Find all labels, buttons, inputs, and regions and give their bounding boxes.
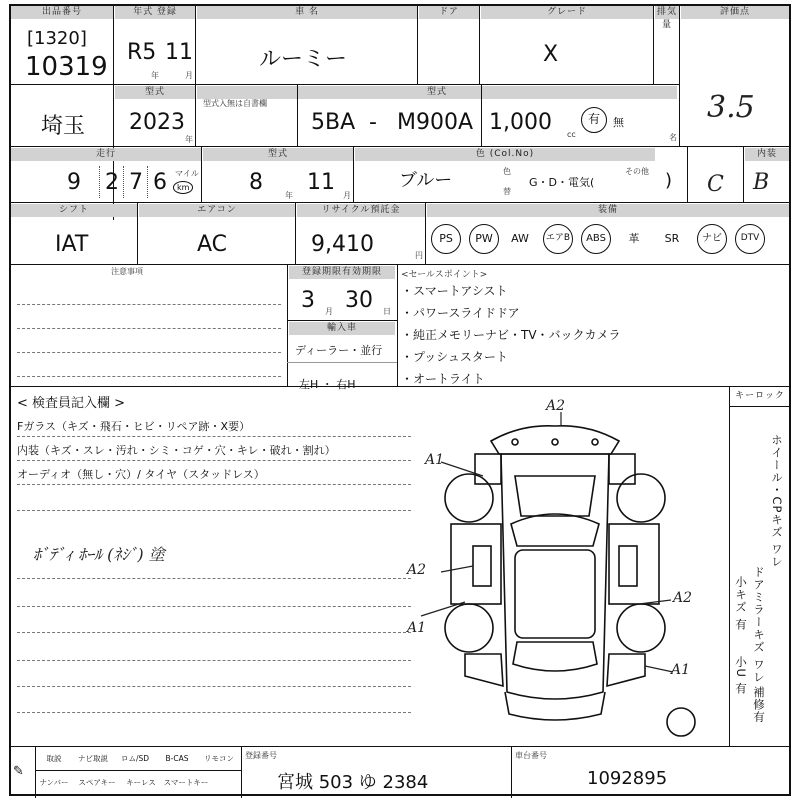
- inspection-month: 8: [249, 170, 263, 195]
- yen: 円: [415, 251, 423, 260]
- mileage-d1: 9: [67, 170, 81, 195]
- score-value: 3.5: [707, 90, 755, 125]
- wheel-rear-right: [617, 604, 665, 652]
- fuel-close: ): [665, 170, 673, 191]
- model-year-label: 型式: [115, 86, 195, 99]
- rear-bumper: [505, 692, 605, 720]
- inspector-title: < 検査員記入欄 >: [17, 396, 126, 411]
- year-month: 11: [165, 40, 193, 65]
- nashi: 無: [613, 116, 624, 129]
- option-spare-key: スペアキー: [78, 778, 116, 787]
- option-bcas: B-CAS: [165, 754, 189, 763]
- expiry-day: 30: [345, 288, 373, 313]
- mark-a1-left-rear: A1: [407, 620, 427, 636]
- front-left-fender: [475, 454, 501, 484]
- option-number: ナンバー: [39, 778, 69, 787]
- hood: [515, 476, 595, 516]
- year-nen: 年: [151, 71, 159, 80]
- mileage-d2: 2: [105, 170, 119, 195]
- option-navi-manual: ナビ取説: [78, 754, 108, 763]
- expiry-tsuki: 月: [325, 307, 333, 316]
- lot-code: [1320]: [27, 28, 87, 49]
- grade-label: グレード: [481, 6, 653, 19]
- inspector-line-1: Fガラス（キズ・飛石・ヒビ・リペア跡・X要）: [17, 420, 251, 433]
- option-remote: リモコン: [204, 754, 234, 763]
- wheel-front-left: [445, 474, 493, 522]
- chassis-number: 1092895: [587, 768, 668, 789]
- ac-label: エアコン: [139, 204, 295, 217]
- mei: 名: [669, 133, 677, 142]
- interior-label: 内装: [745, 148, 789, 161]
- model-note: 型式入無は自書欄: [203, 99, 267, 108]
- import-label: 輸入車: [289, 322, 395, 335]
- option-keyless: キーレス: [126, 778, 156, 787]
- equip-sr: SR: [664, 232, 680, 245]
- rear-window: [513, 642, 597, 671]
- model-label: 型式: [197, 86, 677, 99]
- side-note-5: 補修有: [752, 686, 766, 724]
- mileage-d4: 6: [153, 170, 167, 195]
- fuel-type: G・D・電気(: [529, 176, 595, 189]
- equip-navi: ナビ: [697, 224, 727, 254]
- ac-value: AC: [197, 232, 228, 257]
- spare-tire: [667, 708, 695, 736]
- km-unit: km: [173, 181, 193, 194]
- year-label: 年式 登録: [115, 6, 195, 19]
- side-note-3: 小キズ 有: [734, 576, 748, 631]
- selling-point-5: ・オートライト: [401, 372, 485, 386]
- model-prefix: 5BA: [311, 110, 356, 135]
- plate-label: 登録番号: [245, 751, 277, 760]
- roof: [515, 550, 595, 638]
- fuel-other-label: その他: [625, 167, 649, 176]
- year-western: 2023: [129, 110, 185, 135]
- mark-a2-right: A2: [673, 590, 693, 606]
- side-note-1: ホイール・CPキズ ワレ: [770, 434, 784, 569]
- selling-point-3: ・純正メモリーナビ・TV・バックカメラ: [401, 328, 621, 342]
- lot-number: 10319: [25, 52, 108, 82]
- inspector-handwritten: ﾎﾞﾃﾞｨ ﾎｰﾙ (ﾈｼﾞ) 塗: [33, 545, 165, 564]
- wheel-front-right: [617, 474, 665, 522]
- import-hands: 左H ・ 右H: [299, 378, 356, 391]
- car-name: ルーミー: [259, 47, 348, 72]
- expiry-label: 登録期限有効期限: [289, 266, 395, 279]
- grade: X: [543, 42, 559, 67]
- notes-label: 注意事項: [111, 267, 143, 276]
- equip-ps: PS: [431, 224, 461, 254]
- expiry-month: 3: [301, 288, 315, 313]
- mile-unit: マイル: [175, 169, 199, 178]
- year-era: R5: [127, 40, 157, 65]
- auction-sheet: [9, 4, 791, 796]
- displacement: 1,000: [489, 110, 552, 135]
- left-doors: [451, 524, 501, 604]
- color-iro: 色: [503, 167, 511, 176]
- color-kae: 替: [503, 187, 511, 196]
- car-name-label: 車 名: [197, 6, 417, 19]
- option-manual: 取説: [46, 754, 62, 763]
- mark-a2-left: A2: [407, 562, 427, 578]
- recycle-label: リサイクル預託金: [297, 204, 425, 217]
- side-note-4: 小U 有: [734, 656, 748, 696]
- region: 埼玉: [41, 114, 86, 139]
- year-tsuki: 月: [185, 71, 193, 80]
- engine-label: 排気量: [656, 7, 677, 30]
- selling-point-4: ・プッシュスタート: [401, 350, 508, 364]
- keylock-label: キーロック: [731, 390, 789, 403]
- score-label: 評価点: [681, 6, 789, 19]
- interior-value-1: C: [707, 172, 724, 197]
- selling-point-1: ・スマートアシスト: [401, 284, 508, 298]
- option-smart-key: スマートキー: [163, 778, 209, 787]
- door-label: ドア: [419, 6, 479, 19]
- expiry-hi: 日: [383, 307, 391, 316]
- import-dealer: ディーラー・並行: [295, 344, 383, 357]
- mileage-label: 走行: [11, 148, 201, 161]
- equip-abs: ABS: [581, 224, 611, 254]
- color-value: ブルー: [399, 170, 453, 191]
- front-bumper: [491, 426, 619, 454]
- mileage-d3: 7: [129, 170, 143, 195]
- car-diagram: [411, 396, 731, 742]
- year-western-suffix: 年: [185, 135, 193, 144]
- model-dash: -: [369, 110, 377, 135]
- chassis-label: 車台番号: [515, 751, 547, 760]
- plate-number: 宮城 503 ゆ 2384: [277, 772, 429, 793]
- equip-leather: 革: [628, 232, 640, 245]
- inspection-day: 11: [307, 170, 335, 195]
- corner-mark: ✎: [13, 764, 24, 779]
- recycle-value: 9,410: [311, 232, 374, 257]
- selling-points-label: <セールスポイント>: [401, 270, 488, 280]
- equip-dtv: DTV: [735, 224, 765, 254]
- equip-airbag: エアB: [543, 224, 573, 254]
- option-rom: ロム/SD: [120, 754, 150, 763]
- interior-value-2: B: [753, 170, 770, 195]
- inspection-label: 型式: [203, 148, 353, 161]
- selling-point-2: ・パワースライドドア: [401, 306, 520, 320]
- cc-unit: cc: [567, 130, 576, 139]
- color-label: 色 (Col.No): [355, 148, 655, 161]
- windshield: [511, 514, 599, 546]
- equip-pw: PW: [469, 224, 499, 254]
- inspector-line-3: オーディオ（無し・穴）/ タイヤ（スタッドレス）: [17, 468, 265, 481]
- model-code: M900A: [397, 110, 474, 135]
- inspection-nen: 年: [285, 191, 293, 200]
- mark-a2-front: A2: [546, 398, 566, 414]
- inspection-tsuki: 月: [343, 191, 351, 200]
- equip-aw: AW: [511, 232, 529, 245]
- mark-a1-right-rear: A1: [671, 662, 691, 678]
- lot-label: 出品番号: [11, 6, 113, 19]
- shift-value: IAT: [55, 232, 89, 257]
- has-circle: 有: [581, 107, 607, 133]
- equip-label: 装備: [427, 204, 789, 217]
- inspector-line-2: 内装（キズ・スレ・汚れ・シミ・コゲ・穴・キレ・破れ・割れ）: [17, 444, 336, 457]
- mark-a1-front-left: A1: [425, 452, 445, 468]
- shift-label: シフト: [11, 204, 137, 217]
- right-doors: [609, 524, 659, 604]
- side-note-2: ドアミラーキズ ワレ: [752, 566, 766, 684]
- wheel-rear-left: [445, 604, 493, 652]
